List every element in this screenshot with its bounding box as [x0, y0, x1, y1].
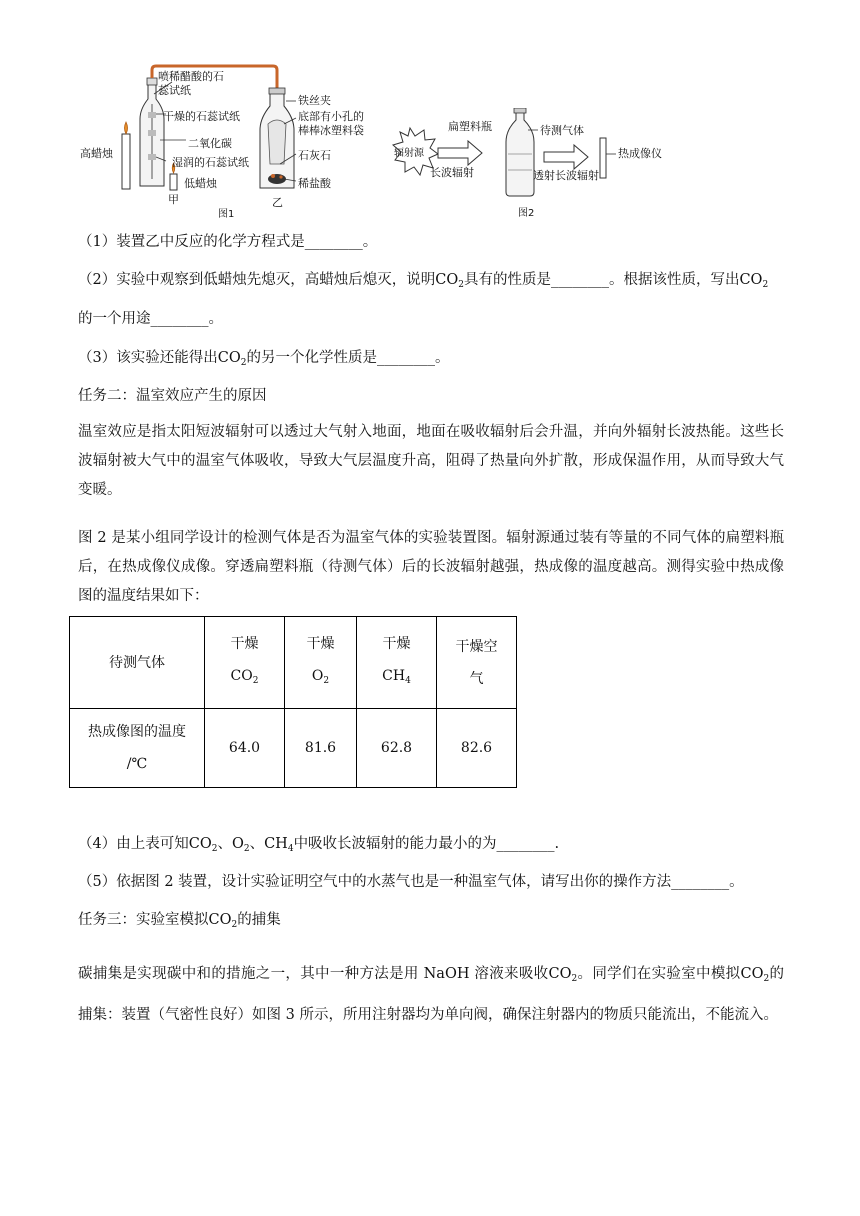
figure-1-caption: 图1 — [218, 209, 235, 220]
q3-text-a: （3）该实验还能得出 — [78, 350, 218, 366]
figure-2-drawing — [388, 108, 688, 218]
label-limestone: 石灰石 — [298, 149, 331, 162]
label-camera: 热成像仪 — [618, 147, 662, 160]
label-clip: 铁丝夹 — [298, 94, 331, 107]
q4-text-b: 中吸收长波辐射的能力最小的为________. — [293, 836, 560, 852]
low-candle-shape — [170, 174, 177, 190]
task-2-title: 任务二：温室效应产生的原因 — [78, 388, 267, 404]
label-wet-paper: 湿润的石蕊试纸 — [172, 156, 249, 169]
label-spray-paper: 喷稀醋酸的石蕊试纸 — [158, 70, 224, 97]
figure-2-caption: 图2 — [518, 208, 535, 219]
paragraph-greenhouse: 温室效应是指太阳短波辐射可以透过大气射入地面，地面在吸收辐射后会升温，并向外辐射长波热能。这些长波辐射被大气中的温室气体吸收，导致大气层温度升高，阻碍了热量向外扩散，形成保温作用，从而导致大气变暖。 — [78, 424, 784, 498]
co2-formula: $CO_2$ — [217, 350, 247, 368]
co2-formula: $CO_2$ — [739, 272, 769, 290]
arrow-longwave-shape — [438, 141, 482, 165]
question-1: （1）装置乙中反应的化学方程式是________。 — [78, 234, 378, 250]
paragraph-carbon-capture: 碳捕集是实现碳中和的措施之一，其中一种方法是用 NaOH 溶液来吸收$CO_2$。同学们在实验室中模拟$CO_2$的捕集：装置（气密性良好）如图 3 所示，所用注射器均为单向阀，确保注射器内的物质只能流出，不能流入。 — [78, 966, 785, 1023]
table-header-gas: 待测气体 — [70, 617, 205, 709]
table-cell: 64.0 — [205, 709, 285, 788]
table-cell: 82.6 — [437, 709, 517, 788]
label-acid: 稀盐酸 — [298, 177, 331, 190]
co2-formula: $CO_2$ — [548, 966, 578, 984]
co2-formula: $CO_2$ — [188, 836, 218, 854]
o2-formula: $O_2$ — [231, 836, 250, 854]
high-flame-shape — [125, 122, 128, 134]
table-cell: 干燥空 气 — [437, 617, 517, 709]
co2-formula: $CO_2$ — [208, 912, 238, 930]
q4-text-a: （4）由上表可知 — [78, 836, 189, 852]
label-longwave: 长波辐射 — [430, 166, 474, 179]
ch4-formula: $CH_4$ — [264, 836, 294, 854]
label-yi: 乙 — [272, 196, 283, 209]
table-header-temp: 热成像图的温度 /℃ — [70, 709, 205, 788]
high-candle-shape — [122, 134, 130, 189]
question-2-line-1 — [78, 270, 768, 296]
table-cell: 干燥 $CO_2$ — [205, 617, 285, 709]
table-row — [70, 709, 517, 788]
table-cell: 干燥 $CH_4$ — [357, 617, 437, 709]
question-3 — [78, 348, 449, 374]
question-5: （5）依据图 2 装置，设计实验证明空气中的水蒸气也是一种温室气体，请写出你的操作方法________。 — [78, 874, 744, 890]
temperature-table — [69, 616, 517, 788]
table-cell: 81.6 — [285, 709, 357, 788]
table-cell: 62.8 — [357, 709, 437, 788]
arrow-transmit-shape — [544, 145, 588, 169]
label-source: 辐射源 — [394, 148, 424, 159]
label-jia: 甲 — [168, 193, 179, 206]
label-transmit: 透射长波辐射 — [533, 169, 599, 182]
label-co2: 二氧化碳 — [188, 137, 232, 150]
task-3-title: 任务三：实验室模拟$CO_2$的捕集 — [78, 912, 281, 930]
label-low-candle: 低蜡烛 — [184, 177, 217, 190]
co2-formula: $CO_2$ — [435, 272, 464, 290]
q2-text-b: 具有的性质是________。根据该性质，写出 — [463, 272, 740, 288]
q2-text-a: （2）实验中观察到低蜡烛先熄灭，高蜡烛后熄灭，说明 — [78, 272, 436, 288]
table-row — [70, 617, 517, 709]
question-4: （4）由上表可知$CO_2$、$O_2$、$CH_4$中吸收长波辐射的能力最小的为________. — [78, 836, 560, 854]
label-bottle: 扁塑料瓶 — [448, 120, 492, 133]
label-gas: 待测气体 — [540, 124, 584, 137]
table-cell: 干燥 $O_2$ — [285, 617, 357, 709]
label-bag: 底部有小孔的棒棒冰塑料袋 — [298, 110, 364, 137]
thermal-camera-shape — [600, 138, 606, 178]
q3-text-b: 的另一个化学性质是________。 — [246, 350, 450, 366]
co2-formula: $CO_2$ — [740, 966, 770, 984]
paragraph-experiment: 图 2 是某小组同学设计的检测气体是否为温室气体的实验装置图。辐射源通过装有等量的不同气体的扁塑料瓶后，在热成像仪成像。穿透扁塑料瓶（待测气体）后的长波辐射越强，热成像的温度越高。测得实验中热成像图的温度结果如下： — [78, 530, 784, 604]
question-2-line-2: 的一个用途________。 — [78, 311, 223, 327]
label-dry-paper: 干燥的石蕊试纸 — [163, 110, 240, 123]
label-high-candle: 高蜡烛 — [80, 147, 113, 160]
